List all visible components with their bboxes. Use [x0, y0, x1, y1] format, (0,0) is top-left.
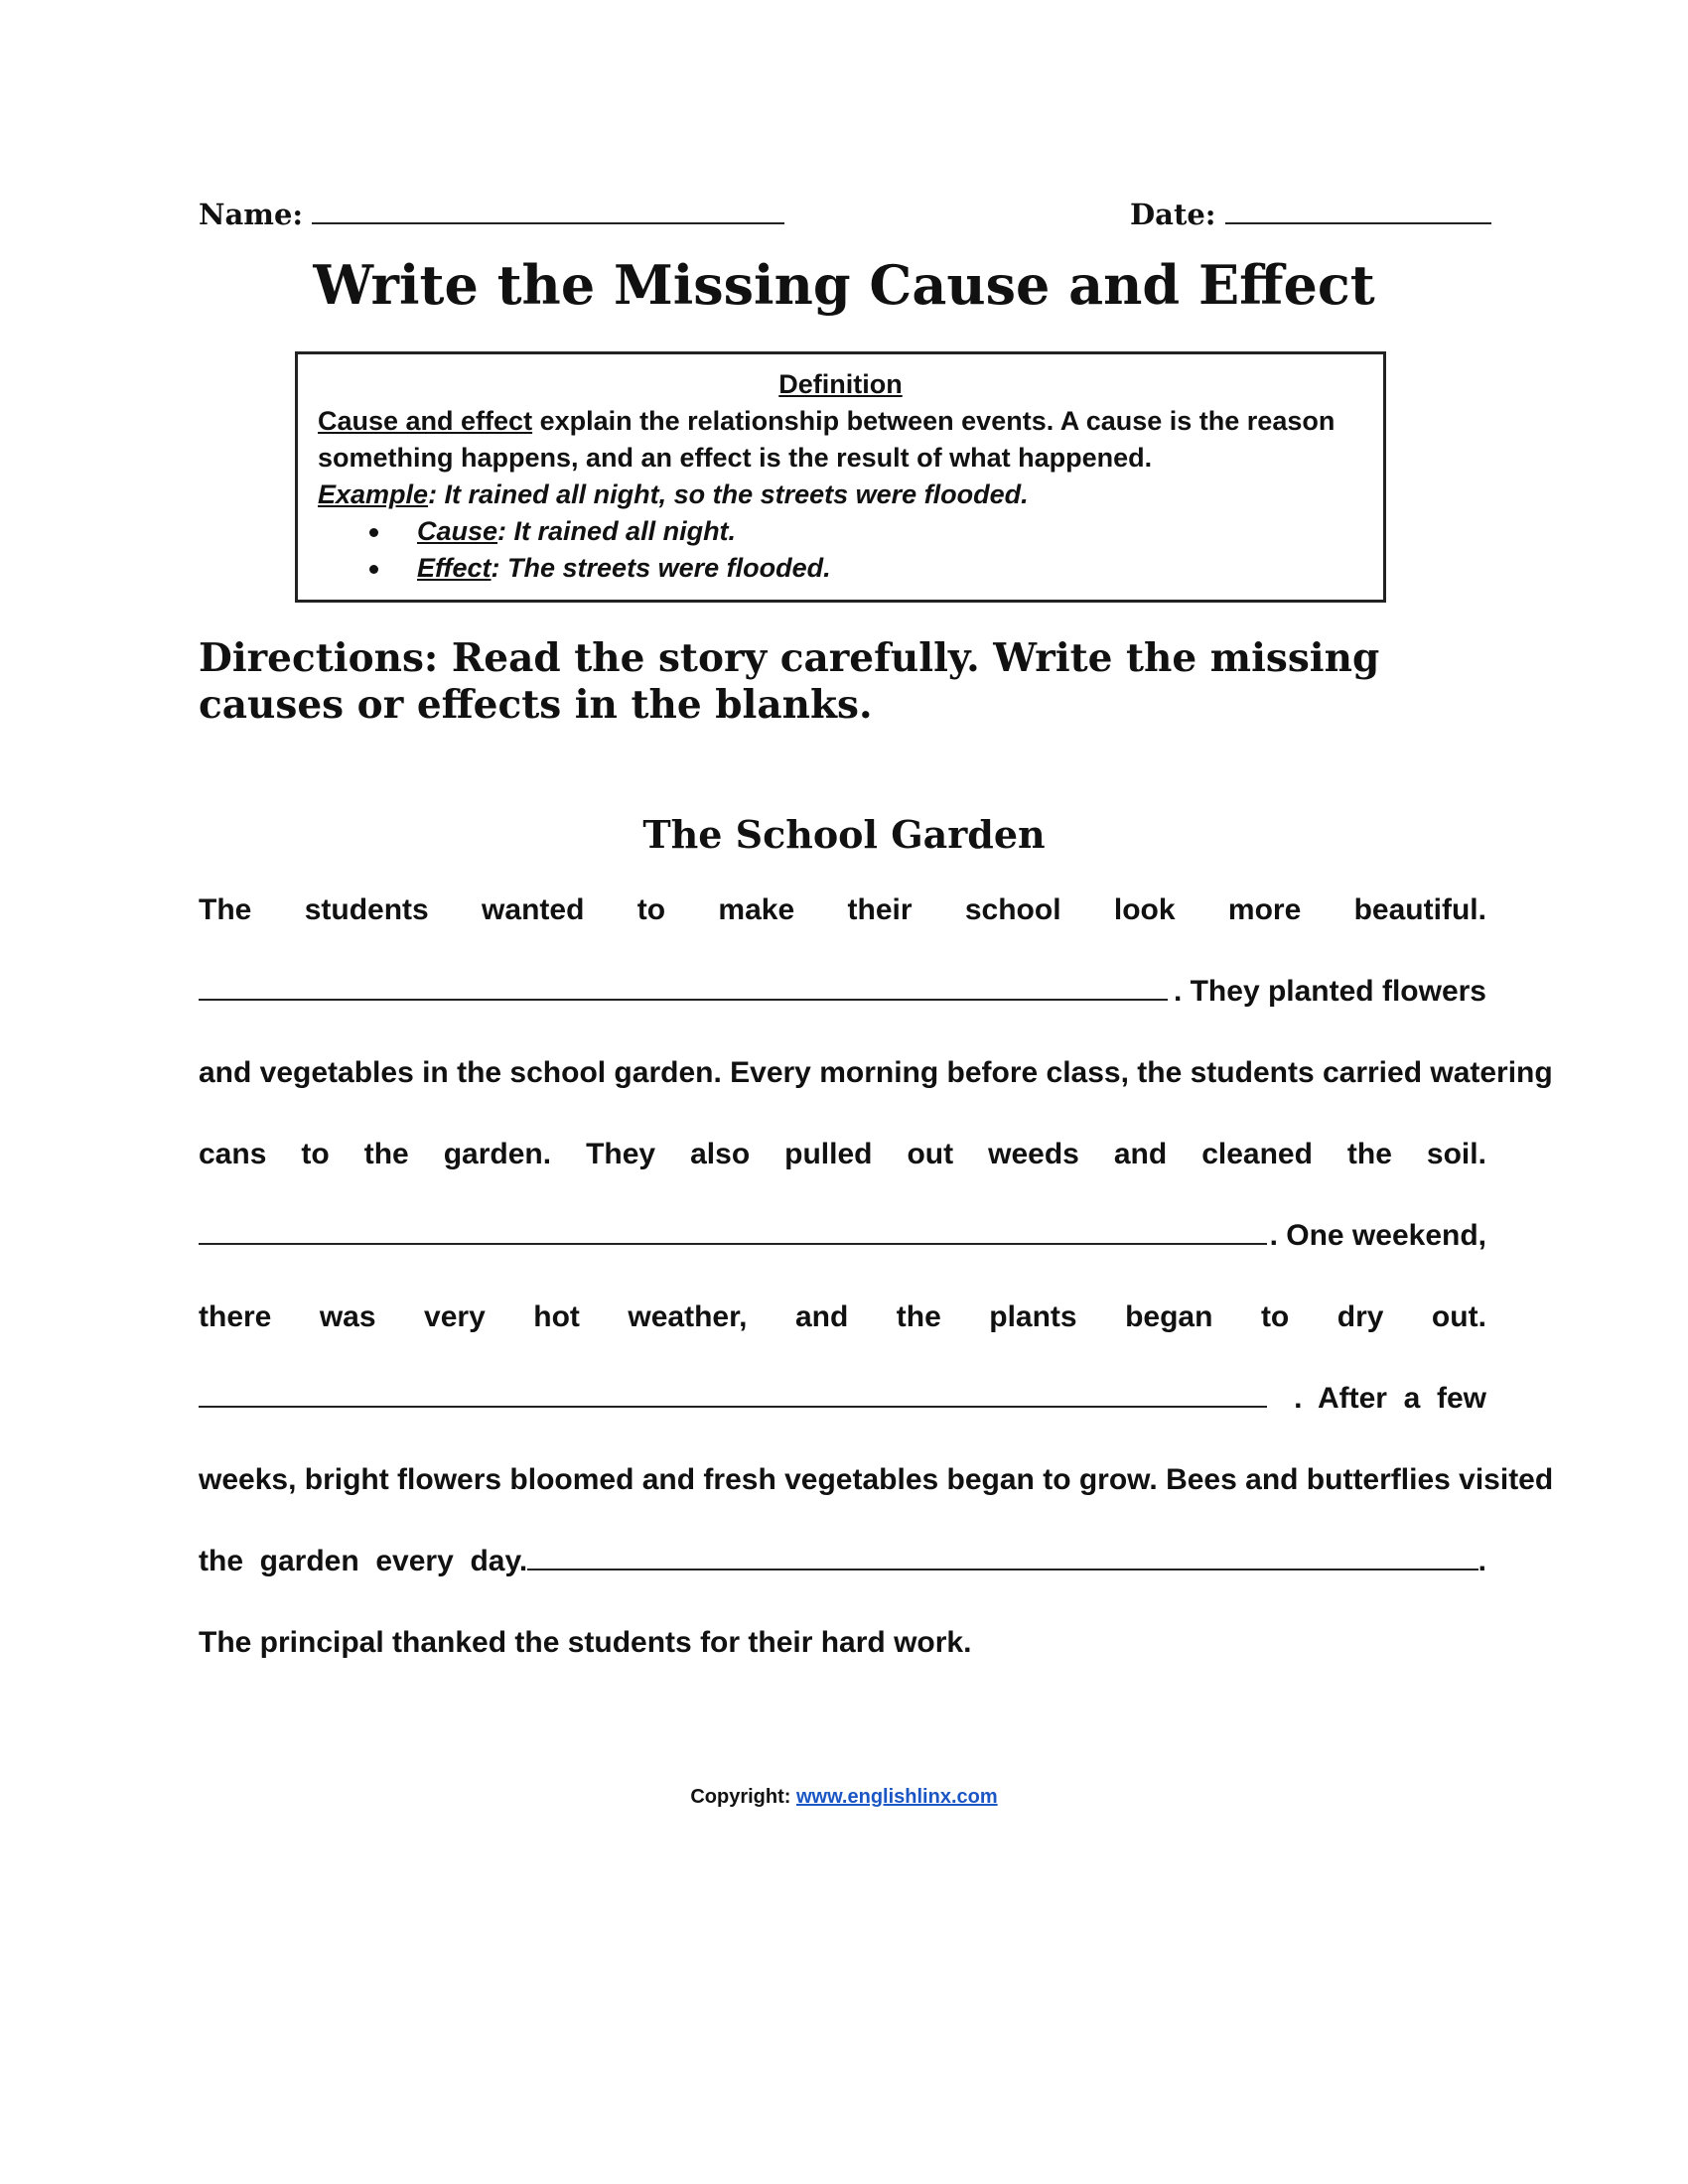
directions: Directions: Read the story carefully. Write the missing causes or effects in the blanks. [199, 635, 1380, 728]
example-label: Example [318, 479, 429, 509]
copyright-link[interactable]: www.englishlinx.com [796, 1786, 998, 1808]
word: school [964, 893, 1061, 926]
word: more [1227, 893, 1302, 926]
story-text: weeks, bright flowers bloomed and fresh vegetables began to grow. Bees and butterflies visited [199, 1463, 1554, 1496]
bullet-dot-icon [369, 565, 378, 574]
word: They [586, 1138, 656, 1170]
word: plants [989, 1300, 1077, 1333]
story-title: The School Garden [642, 812, 1046, 857]
story-line-3 [199, 1056, 1553, 1096]
story-line-8 [199, 1463, 1554, 1503]
example-text: : It rained all night, so the streets were flooded. [428, 479, 1029, 509]
definition-line-2: something happens, and an effect is the result of what happened. [318, 443, 1153, 473]
word: the [896, 1300, 941, 1333]
word: garden. [443, 1138, 552, 1170]
story-text: . One weekend, [1269, 1219, 1486, 1252]
story-text: . After a few [1294, 1382, 1486, 1415]
name-blank[interactable] [312, 197, 784, 224]
story-line-1 [199, 893, 1486, 933]
date-field[interactable] [1130, 197, 1491, 231]
word: beautiful. [1353, 893, 1486, 926]
word: look [1113, 893, 1176, 926]
worksheet-title: Write the Missing Cause and Effect [313, 253, 1375, 317]
word: to [636, 893, 666, 926]
word: pulled [784, 1138, 873, 1170]
definition-example [318, 477, 1363, 513]
word: students [304, 893, 429, 926]
effect-label: Effect [417, 553, 492, 583]
word: and [1113, 1138, 1168, 1170]
word: wanted [482, 893, 585, 926]
word: and [794, 1300, 849, 1333]
bullet-dot-icon [369, 528, 378, 537]
definition-text-1: explain the relationship between events. A cause is the reason [532, 406, 1336, 436]
answer-blank-3[interactable] [199, 1382, 1267, 1408]
name-label: Name: [199, 198, 304, 231]
story-line-2 [199, 975, 1486, 1015]
word: the [363, 1138, 409, 1170]
date-blank[interactable] [1225, 197, 1491, 224]
word: out. [1431, 1300, 1486, 1333]
name-field[interactable] [199, 197, 784, 231]
story-line-10 [199, 1626, 1486, 1666]
story-text: . They planted flowers [1173, 975, 1486, 1008]
story-line-7 [199, 1382, 1486, 1422]
story-line-5 [199, 1219, 1486, 1259]
bullet-cause [318, 513, 1363, 550]
effect-text: : The streets were flooded. [491, 553, 831, 583]
word: the [1346, 1138, 1392, 1170]
word: also [690, 1138, 751, 1170]
word: to [301, 1138, 330, 1170]
word: The [199, 893, 252, 926]
word: out [907, 1138, 954, 1170]
word: hot [533, 1300, 580, 1333]
definition-heading: Definition [778, 369, 903, 399]
definition-line-1 [318, 403, 1363, 440]
answer-blank-1[interactable] [199, 975, 1168, 1001]
word: weather, [628, 1300, 748, 1333]
story-text: and vegetables in the school garden. Every morning before class, the students carried watering [199, 1056, 1553, 1089]
word: dry [1336, 1300, 1384, 1333]
word: was [319, 1300, 376, 1333]
word: soil. [1426, 1138, 1486, 1170]
answer-blank-4[interactable] [527, 1545, 1477, 1570]
word: their [847, 893, 913, 926]
story-line-4 [199, 1138, 1486, 1177]
story-text: The principal thanked the students for their hard work. [199, 1626, 972, 1659]
story-line-9 [199, 1545, 1486, 1584]
word: cleaned [1201, 1138, 1313, 1170]
date-label: Date: [1130, 198, 1216, 231]
copyright-label: Copyright: [690, 1786, 796, 1808]
story-text: the garden every day. [199, 1545, 528, 1577]
word: make [718, 893, 795, 926]
word: to [1260, 1300, 1290, 1333]
word: cans [199, 1138, 267, 1170]
cause-label: Cause [417, 516, 498, 546]
bullet-effect [318, 550, 1363, 587]
word: began [1125, 1300, 1213, 1333]
answer-blank-2[interactable] [199, 1219, 1267, 1245]
cause-text: : It rained all night. [497, 516, 737, 546]
word: weeds [988, 1138, 1079, 1170]
word: there [199, 1300, 272, 1333]
word: very [424, 1300, 486, 1333]
definition-term: Cause and effect [318, 406, 533, 436]
story-text: . [1477, 1545, 1486, 1577]
story-line-6 [199, 1300, 1486, 1340]
definition-box [295, 351, 1386, 603]
copyright [0, 1786, 1688, 1809]
